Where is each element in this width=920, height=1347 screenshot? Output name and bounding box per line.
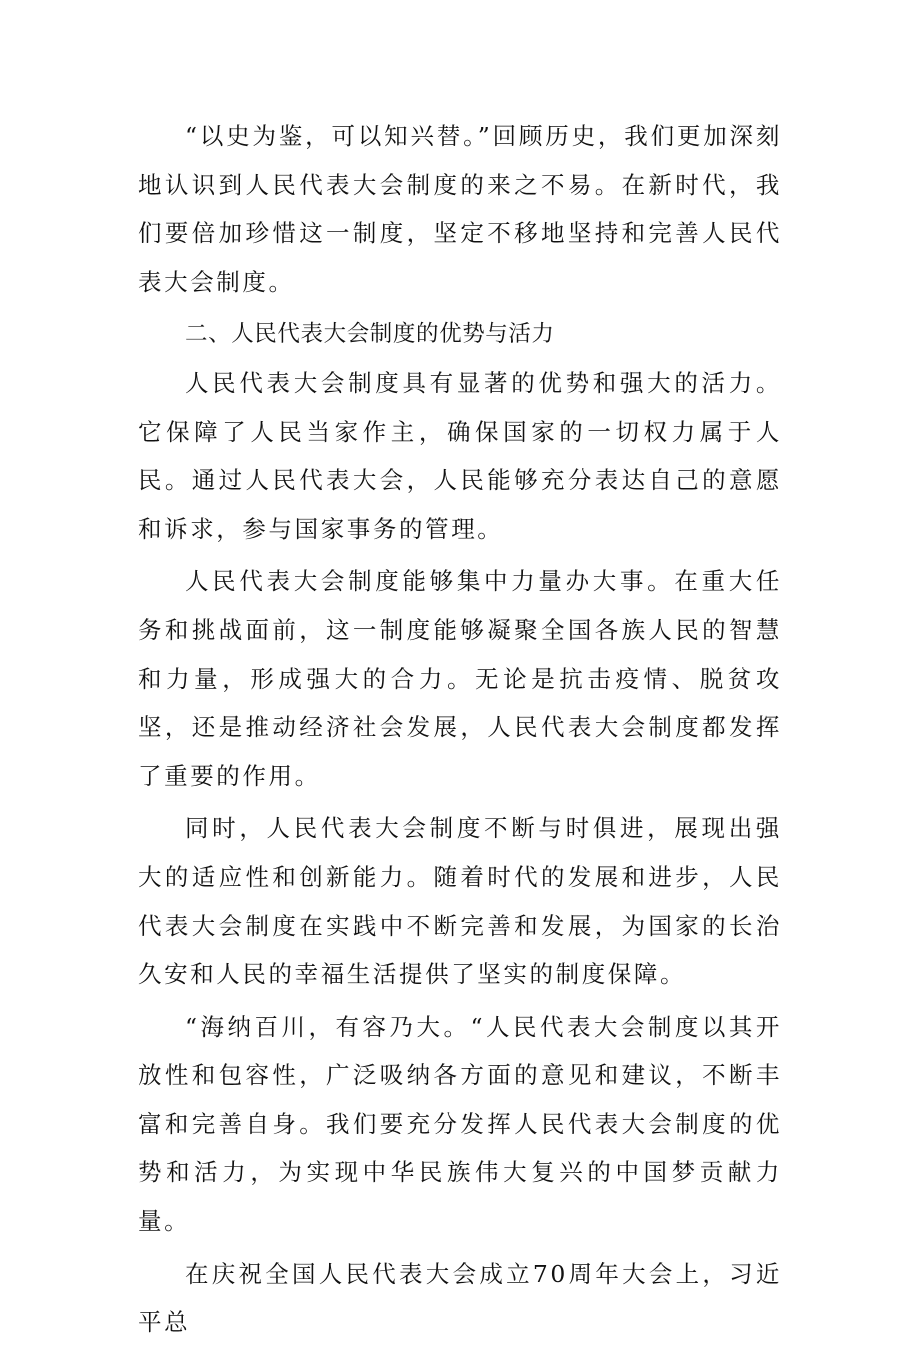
paragraph-advantage: 人民代表大会制度具有显著的优势和强大的活力。它保障了人民当家作主，确保国家的一切权力属于人民。通过人民代表大会，人民能够充分表达自己的意愿和诉求，参与国家事务的管理。: [138, 368, 782, 543]
document-body: [138, 112, 782, 1347]
paragraph-anniversary: 在庆祝全国人民代表大会成立70周年大会上，习近平总: [138, 1259, 782, 1337]
paragraph-concentrate-strength: 人民代表大会制度能够集中力量办大事。在重大任务和挑战面前，这一制度能够凝聚全国各族人民的智慧和力量，形成强大的合力。无论是抗击疫情、脱贫攻坚，还是推动经济社会发展，人民代表大会制度都发挥了重要的作用。: [138, 567, 782, 790]
paragraph-inclusiveness: “海纳百川，有容乃大。“人民代表大会制度以其开放性和包容性，广泛吸纳各方面的意见和建议，不断丰富和完善自身。我们要充分发挥人民代表大会制度的优势和活力，为实现中华民族伟大复兴的中国梦贡献力量。: [138, 1012, 782, 1236]
paragraph-keep-pace: 同时，人民代表大会制度不断与时俱进，展现出强大的适应性和创新能力。随着时代的发展和进步，人民代表大会制度在实践中不断完善和发展，为国家的长治久安和人民的幸福生活提供了坚实的制度保障。: [138, 814, 782, 989]
section-heading: 二、人民代表大会制度的优势与活力: [185, 321, 555, 348]
paragraph-history: “以史为鉴，可以知兴替。”回顾历史，我们更加深刻地认识到人民代表大会制度的来之不易。在新时代，我们要倍加珍惜这一制度，坚定不移地坚持和完善人民代表大会制度。: [138, 122, 782, 296]
